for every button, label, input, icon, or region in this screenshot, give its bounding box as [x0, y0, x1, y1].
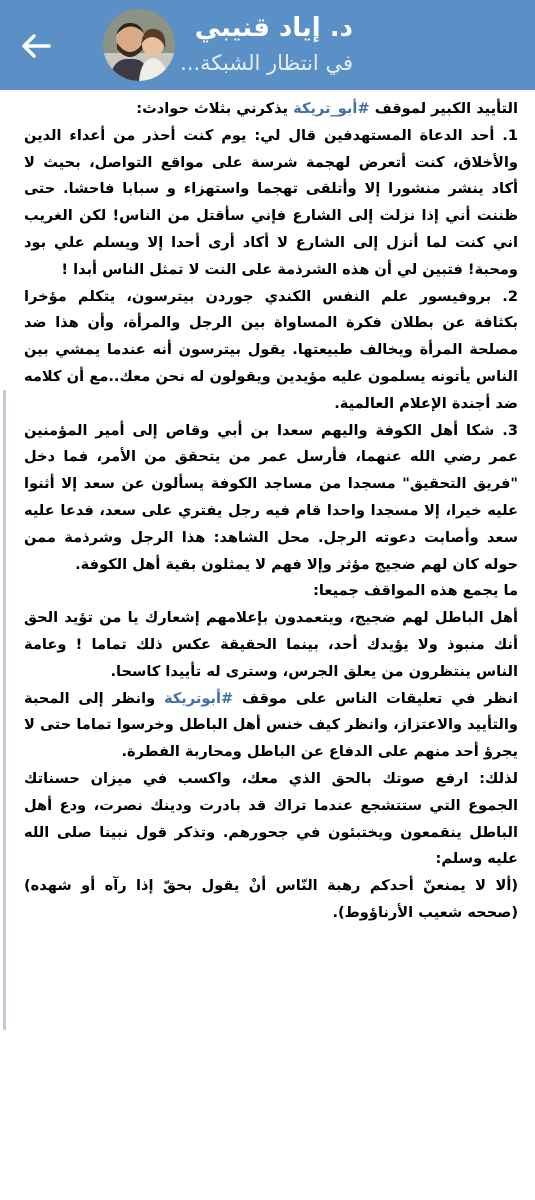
chat-title: د. إياد قنيبي [194, 13, 353, 43]
hadith-quote: (ألا لا يمنعنّ أحدكم رهبة النّاس أنْ يقول بحقّ إذا رآه أو شهده) (صححه شعيب الأرناؤوط). [18, 877, 518, 921]
paragraph-6: لذلك: ارفع صوتك بالحق الذي معك، واكسب في ميزان حسناتك الجموع التي ستتشجع عندما تراك قد بادرت ودينك نصرت، ودع أهل الباطل ينقمعون ويختبئون في جحورهم. وتذكر قول نبينا صلى الله عليه وسلم: [18, 769, 518, 868]
hashtag-link[interactable]: #أبو_تريكة [293, 100, 370, 117]
intro-text-end: يذكرني بثلاث حوادث: [136, 100, 294, 117]
message-area [0, 90, 535, 1200]
paragraph-4: أهل الباطل لهم ضجيج، ويتعمدون بإعلامهم إشعارك يا من تؤيد الحق أنك منبوذ ولا يؤيدك أحد، بينما الحقيقة عكس ذلك تماما ! وعامة الناس ينتظرون من يعلق الجرس، وسترى له تأييدا كاسحا. [18, 609, 518, 680]
paragraph-3: 3. شكا أهل الكوفة واليهم سعدا بن أبي وقاص إلى أمير المؤمنين عمر رضي الله عنهما، فأرسل عمر من يتحقق من الأمر، فما دخل "فريق التحقيق" مسجدا من مساجد الكوفة يسألون عن سعد إلا أثنوا عليه خيرا، إلا مسجدا واحدا قام فيه رجل يفتري على سعد، فدعا عليه سعد وأصابت دعوته الرجل. محل الشاهد: هذا الرجل وشرذمة ممن حوله كان لهم ضجيج مؤثر وإلا فهم لا يمثلون بقية أهل الكوفة. [18, 421, 518, 573]
scrollbar[interactable] [3, 390, 6, 1030]
back-button[interactable] [14, 24, 58, 68]
hashtag-link-2[interactable]: #أبوتريكة [163, 689, 234, 707]
post-text [18, 96, 519, 927]
arrow-back-icon [21, 33, 51, 59]
paragraph-2: 2. بروفيسور علم النفس الكندي جوردن بيترسون، يتكلم مؤخرا بكثافة عن بطلان فكرة المساواة بين الرجل والمرأة، وأن هذا ضد مصلحة المرأة ويخالف طبيعتها. يقول بيترسون أنه عندما يمشي بين الناس يأتونه يسلمون عليه مؤيدين ويقولون له نحن معك..مع أن كلامه ضد أجندة الإعلام العالمية. [18, 287, 518, 412]
connection-status: في انتظار الشبكة... [180, 51, 353, 75]
app-bar [0, 0, 535, 90]
paragraph-5-start: انظر في تعليقات الناس على موقف [233, 689, 519, 707]
paragraph-4-heading: ما يجمع هذه المواقف جميعا: [313, 582, 518, 600]
chat-titles[interactable] [53, 12, 353, 78]
intro-text: التأييد الكبير لموقف [369, 100, 518, 117]
paragraph-1: 1. أحد الدعاة المستهدفين قال لي: يوم كنت أحذر من أعداء الدين والأخلاق، كنت أتعرض لهجمة شرسة على مواقع التواصل، بحيث لا أكاد ينشر منشورا إلا وأتلقى تهجما واستهزاء و سبابا فاحشا. حتى ظننت أني إذا نزلت إلى الشارع فإني سأقتل من الناس! لكن الغريب اني كنت لما أنزل إلى الشارع لا أكاد أرى أحدا إلا ويسلم علي بود ومحبة! فتبين لي أن هذه الشرذمة على النت لا تمثل الناس أبدا ! [18, 126, 518, 278]
paragraph-5-end: وانظر إلى المحبة والتأييد والاعتزاز، وانظر كيف خنس أهل الباطل وخرسوا تماما حتى لا يجرؤ أحد منهم على الدفاع عن الباطل ومحاربة الفطرة. [18, 689, 518, 761]
